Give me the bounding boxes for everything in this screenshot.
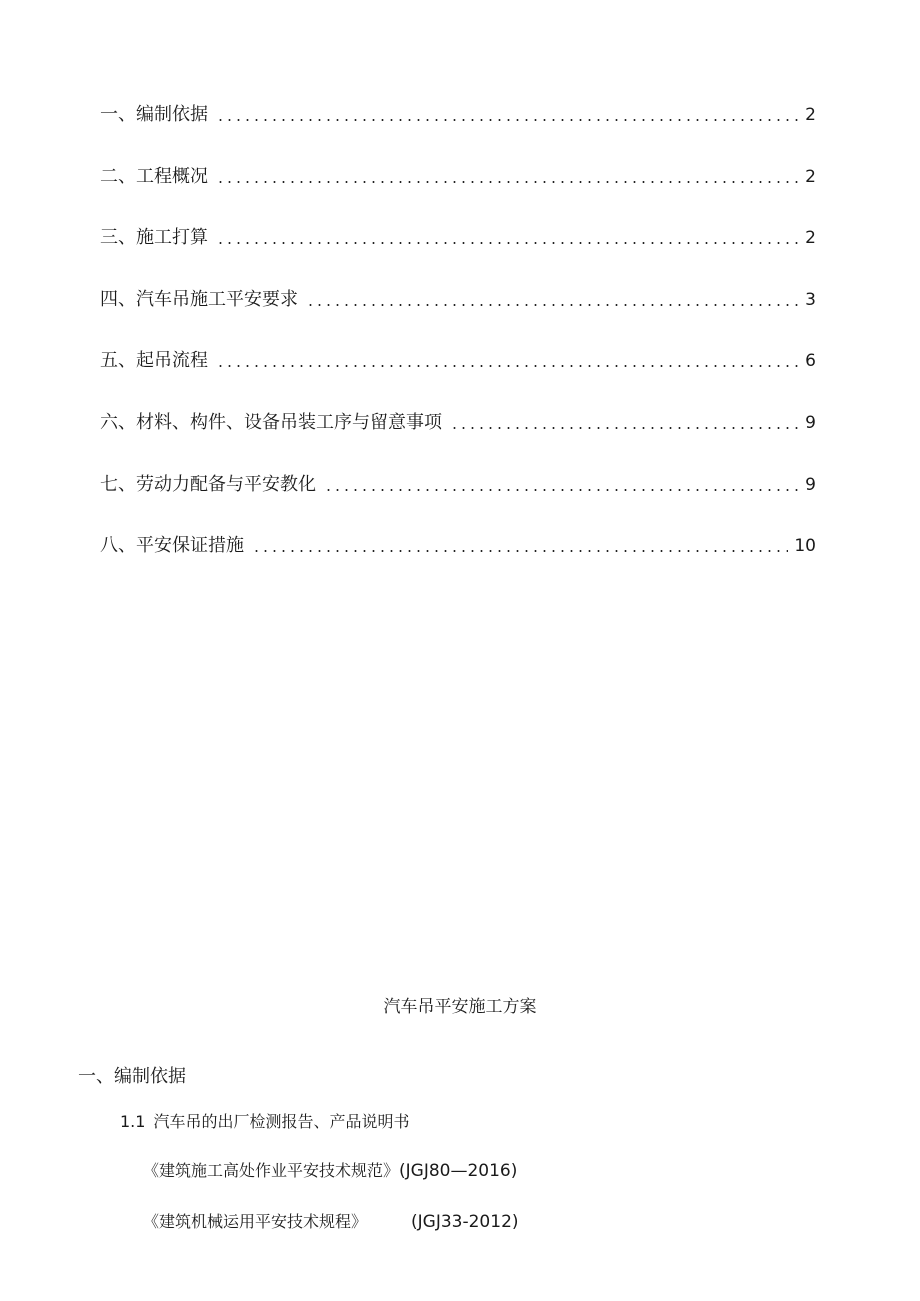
toc-entry-label: 六、材料、构件、设备吊装工序与留意事项 (100, 411, 442, 433)
section-heading: 一、编制依据 (78, 1066, 186, 1087)
reference-name: 《建筑机械运用平安技术规程》 (143, 1212, 368, 1231)
reference-code: (JGJ33-2012) (411, 1212, 519, 1232)
toc-entry-page: 2 (805, 105, 816, 125)
sub-item-text: 汽车吊的出厂检测报告、产品说明书 (153, 1112, 410, 1131)
toc-leader-dots (306, 304, 799, 306)
toc-entry-label: 三、施工打算 (100, 227, 208, 249)
reference-item (143, 1210, 519, 1234)
toc-entry-label: 一、编制依据 (100, 104, 208, 125)
reference-code: (JGJ80—2016) (399, 1161, 518, 1181)
document-title: 汽车吊平安施工方案 (383, 997, 537, 1017)
reference-name: 《建筑施工高处作业平安技术规范》 (143, 1161, 400, 1180)
sub-item-number: 1.1 (120, 1112, 146, 1131)
toc-entry-page: 9 (805, 412, 816, 433)
toc-entry[interactable] (100, 408, 816, 438)
toc-entry[interactable] (100, 285, 816, 315)
toc-leader-dots (216, 242, 799, 244)
toc-entry[interactable] (100, 470, 816, 500)
toc-entry-label: 七、劳动力配备与平安教化 (100, 473, 316, 495)
toc-entry[interactable] (100, 223, 816, 253)
sub-item-1-1 (120, 1110, 409, 1134)
toc-entry-page: 2 (805, 166, 816, 187)
toc-entry-page: 9 (805, 474, 816, 495)
toc-leader-dots (216, 365, 799, 367)
toc-entry[interactable] (100, 346, 816, 376)
toc-entry[interactable] (100, 162, 816, 192)
toc-entry[interactable] (100, 100, 816, 130)
toc-leader-dots (216, 181, 799, 183)
toc-leader-dots (252, 550, 788, 552)
toc-entry-label: 二、工程概况 (100, 165, 208, 187)
toc-entry-label: 四、汽车吊施工平安要求 (100, 288, 298, 310)
toc-leader-dots (450, 427, 799, 429)
toc-leader-dots (324, 489, 799, 491)
toc-entry-label: 八、平安保证措施 (100, 535, 244, 557)
toc-entry-page: 3 (805, 289, 816, 310)
toc-entry-page: 2 (805, 228, 816, 249)
toc-entry-page: 6 (805, 351, 816, 372)
toc-entry-label: 五、起吊流程 (100, 350, 208, 372)
toc-entry-page: 10 (794, 536, 816, 557)
toc-entry[interactable] (100, 531, 816, 561)
table-of-contents (100, 100, 816, 593)
reference-item (143, 1159, 517, 1183)
toc-leader-dots (216, 119, 799, 121)
